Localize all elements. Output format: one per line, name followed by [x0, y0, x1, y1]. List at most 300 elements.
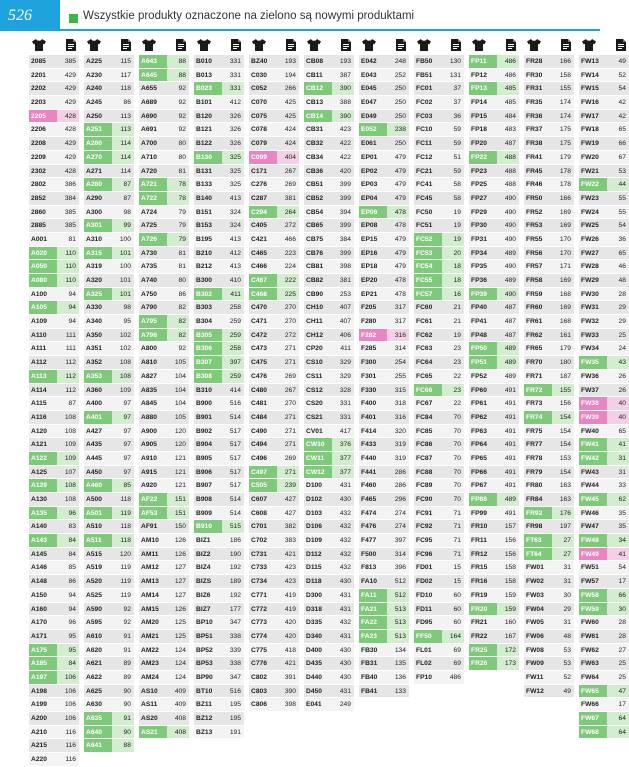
page-reference: 172 — [497, 644, 519, 657]
product-code: EP04 — [359, 192, 387, 205]
product-code: FR11 — [469, 534, 497, 547]
tshirt-icon — [471, 38, 487, 52]
product-code: FR77 — [524, 438, 552, 451]
page-reference: 102 — [112, 329, 134, 342]
product-row — [249, 315, 299, 329]
page-reference: 92 — [167, 110, 189, 123]
page-reference: 326 — [222, 137, 244, 150]
product-code: FP27 — [469, 192, 497, 205]
product-row — [249, 520, 299, 534]
page-reference: 27 — [552, 548, 574, 561]
product-row — [304, 247, 354, 261]
product-code: FP12 — [469, 69, 497, 82]
product-code: FW68 — [579, 726, 607, 739]
product-row — [194, 178, 244, 192]
product-code: AF22 — [139, 493, 167, 506]
product-code: FW60 — [579, 616, 607, 629]
page-reference: 53 — [552, 644, 574, 657]
page-reference: 316 — [387, 411, 409, 424]
product-row — [139, 82, 189, 96]
page-reference: 131 — [442, 69, 464, 82]
product-row — [524, 342, 574, 356]
page-reference: 176 — [552, 507, 574, 520]
page-reference: 175 — [552, 137, 574, 150]
product-code: A630 — [84, 698, 112, 711]
product-row — [139, 411, 189, 425]
page-reference: 431 — [332, 630, 354, 643]
product-row — [139, 589, 189, 603]
product-row — [359, 260, 409, 274]
product-row — [84, 671, 134, 685]
product-row — [249, 397, 299, 411]
page-reference: 316 — [387, 329, 409, 342]
page-reference: 411 — [332, 342, 354, 355]
page-reference: 104 — [167, 370, 189, 383]
product-row — [579, 616, 629, 630]
page-reference: 109 — [57, 452, 79, 465]
product-code: FP22 — [469, 151, 497, 164]
product-row — [469, 384, 519, 398]
product-code: FW33 — [579, 329, 607, 342]
product-row — [194, 110, 244, 124]
product-row — [524, 466, 574, 480]
product-row — [414, 630, 464, 644]
product-code: A920 — [139, 479, 167, 492]
product-code: BP53 — [194, 657, 222, 670]
product-row — [304, 82, 354, 96]
product-code: CB52 — [304, 192, 332, 205]
page-reference: 320 — [387, 425, 409, 438]
product-code: FP11 — [469, 55, 497, 68]
page-reference: 100 — [112, 260, 134, 273]
page-reference: 385 — [57, 55, 79, 68]
page-reference: 197 — [552, 520, 574, 533]
page-reference: 27 — [552, 534, 574, 547]
product-row — [29, 685, 79, 699]
product-code: EP16 — [359, 247, 387, 260]
page-reference: 427 — [277, 507, 299, 520]
page-reference: 29 — [607, 315, 629, 328]
product-row — [249, 370, 299, 384]
page-reference: 483 — [497, 123, 519, 136]
page-reference: 314 — [387, 342, 409, 355]
page-reference: 106 — [57, 685, 79, 698]
product-row — [29, 137, 79, 151]
page-reference: 429 — [57, 96, 79, 109]
product-code: FC53 — [414, 247, 442, 260]
page-reference: 120 — [167, 425, 189, 438]
product-code: C731 — [249, 548, 277, 561]
product-row — [139, 69, 189, 83]
product-code: FB40 — [359, 671, 387, 684]
product-row — [414, 247, 464, 261]
product-row — [469, 110, 519, 124]
product-code: C806 — [249, 698, 277, 711]
page-reference: 70 — [442, 425, 464, 438]
page-reference: 253 — [332, 288, 354, 301]
product-row — [139, 671, 189, 685]
page-reference: 35 — [607, 520, 629, 533]
product-code: A120 — [29, 425, 57, 438]
product-code: FA11 — [359, 589, 387, 602]
product-row — [524, 55, 574, 69]
product-row — [249, 219, 299, 233]
product-code: FP15 — [469, 110, 497, 123]
page-reference: 250 — [387, 82, 409, 95]
product-row — [249, 548, 299, 562]
page-reference: 490 — [497, 192, 519, 205]
product-row — [414, 82, 464, 96]
product-row — [139, 644, 189, 658]
product-row — [524, 329, 574, 343]
product-row — [579, 438, 629, 452]
page-number: 526 — [0, 0, 60, 31]
product-code: CB65 — [304, 219, 332, 232]
product-row — [249, 507, 299, 521]
page-reference: 428 — [57, 165, 79, 178]
product-row — [414, 206, 464, 220]
product-code: FW23 — [579, 192, 607, 205]
product-code: D118 — [304, 575, 332, 588]
document-icon — [560, 38, 572, 52]
product-code: A270 — [84, 151, 112, 164]
product-code: CV01 — [304, 425, 332, 438]
product-row — [139, 96, 189, 110]
product-code: A810 — [139, 356, 167, 369]
product-code: A198 — [29, 685, 57, 698]
page-reference: 250 — [387, 110, 409, 123]
product-row — [469, 192, 519, 206]
column-header — [414, 34, 464, 55]
product-code: C490 — [249, 425, 277, 438]
product-row — [579, 726, 629, 740]
page-reference: 121 — [167, 479, 189, 492]
product-row — [579, 315, 629, 329]
product-row — [84, 151, 134, 165]
page-reference: 514 — [222, 507, 244, 520]
page-reference: 490 — [497, 219, 519, 232]
page-reference: 18 — [442, 274, 464, 287]
page-reference: 154 — [552, 425, 574, 438]
product-row — [139, 561, 189, 575]
product-row — [304, 397, 354, 411]
product-code: A740 — [139, 274, 167, 287]
product-row — [579, 192, 629, 206]
page-reference: 390 — [332, 110, 354, 123]
product-code: FW62 — [579, 644, 607, 657]
page-reference: 517 — [222, 452, 244, 465]
page-reference: 85 — [57, 561, 79, 574]
page-reference: 271 — [277, 356, 299, 369]
page-reference: 428 — [57, 123, 79, 136]
product-code: A114 — [29, 384, 57, 397]
product-row — [579, 370, 629, 384]
index-column — [469, 34, 519, 738]
document-icon — [615, 38, 627, 52]
page-reference: 42 — [607, 96, 629, 109]
page-reference: 179 — [552, 151, 574, 164]
product-code: A145 — [29, 548, 57, 561]
product-code: C774 — [249, 630, 277, 643]
product-code: AS20 — [139, 712, 167, 725]
product-code: C473 — [249, 342, 277, 355]
product-code: FC66 — [414, 384, 442, 397]
product-row — [194, 123, 244, 137]
page-reference: 64 — [607, 726, 629, 739]
page-reference: 491 — [497, 507, 519, 520]
page-reference: 80 — [167, 151, 189, 164]
page-reference: 271 — [277, 342, 299, 355]
product-row — [469, 342, 519, 356]
product-row — [579, 69, 629, 83]
product-code: F500 — [359, 548, 387, 561]
page-reference: 90 — [112, 698, 134, 711]
product-code: BT10 — [194, 685, 222, 698]
page-reference: 25 — [607, 671, 629, 684]
page-reference: 84 — [57, 534, 79, 547]
page-reference: 71 — [442, 534, 464, 547]
product-row — [524, 165, 574, 179]
page-reference: 19 — [442, 233, 464, 246]
product-row — [304, 616, 354, 630]
product-row — [524, 630, 574, 644]
product-row — [524, 438, 574, 452]
product-code: FR65 — [524, 342, 552, 355]
page-reference: 271 — [277, 411, 299, 424]
index-column — [359, 34, 409, 738]
product-code: 2203 — [29, 96, 57, 109]
product-row — [139, 616, 189, 630]
page-reference: 136 — [387, 671, 409, 684]
page-reference: 46 — [607, 260, 629, 273]
page-reference: 150 — [167, 520, 189, 533]
product-row — [29, 644, 79, 658]
product-row — [84, 384, 134, 398]
product-row — [524, 561, 574, 575]
product-row — [579, 110, 629, 124]
page-reference: 115 — [112, 55, 134, 68]
product-row — [524, 110, 574, 124]
product-row — [139, 315, 189, 329]
page-reference: 517 — [222, 466, 244, 479]
product-row — [29, 206, 79, 220]
page-reference: 272 — [277, 219, 299, 232]
product-row — [249, 110, 299, 124]
page-reference: 425 — [277, 96, 299, 109]
product-row — [414, 671, 464, 685]
product-row — [414, 219, 464, 233]
page-reference: 40 — [607, 397, 629, 410]
product-code: FC64 — [414, 356, 442, 369]
product-code: FW02 — [524, 575, 552, 588]
page-reference: 489 — [497, 370, 519, 383]
page-reference: 174 — [552, 110, 574, 123]
product-row — [139, 342, 189, 356]
product-row — [304, 370, 354, 384]
product-row — [139, 370, 189, 384]
product-code: B902 — [194, 425, 222, 438]
product-code: FR45 — [524, 165, 552, 178]
page-reference: 417 — [332, 425, 354, 438]
page-reference: 195 — [222, 712, 244, 725]
product-row — [524, 452, 574, 466]
page-reference: 194 — [277, 69, 299, 82]
product-code: FD11 — [414, 603, 442, 616]
product-code: FR61 — [524, 315, 552, 328]
product-code: FA10 — [359, 575, 387, 588]
product-code: A710 — [139, 151, 167, 164]
page-reference: 101 — [112, 247, 134, 260]
product-code: FW16 — [579, 96, 607, 109]
product-code: FR75 — [524, 425, 552, 438]
product-code: 2201 — [29, 69, 57, 82]
product-row — [249, 534, 299, 548]
product-row — [29, 219, 79, 233]
product-code: A800 — [139, 342, 167, 355]
product-row — [469, 233, 519, 247]
product-code: FW48 — [579, 534, 607, 547]
product-code: C421 — [249, 233, 277, 246]
page-reference: 192 — [222, 561, 244, 574]
product-row — [414, 644, 464, 658]
product-row — [29, 274, 79, 288]
product-code: B306 — [194, 342, 222, 355]
document-icon — [450, 38, 462, 52]
page-reference: 104 — [167, 384, 189, 397]
product-code: FW12 — [524, 685, 552, 698]
product-row — [139, 110, 189, 124]
product-row — [414, 479, 464, 493]
page-reference: 178 — [552, 178, 574, 191]
product-row — [469, 466, 519, 480]
product-code: A100 — [29, 288, 57, 301]
product-row — [249, 192, 299, 206]
product-row — [194, 342, 244, 356]
product-code: BIZ6 — [194, 589, 222, 602]
product-code: FP88 — [469, 493, 497, 506]
column-header — [469, 34, 519, 55]
product-row — [194, 452, 244, 466]
product-code: FC90 — [414, 493, 442, 506]
page-reference: 479 — [387, 233, 409, 246]
product-row — [84, 233, 134, 247]
product-row — [414, 561, 464, 575]
product-code: A315 — [84, 247, 112, 260]
product-row — [579, 452, 629, 466]
product-code: C480 — [249, 384, 277, 397]
product-row — [194, 520, 244, 534]
page-reference: 97 — [112, 438, 134, 451]
page-reference: 418 — [277, 644, 299, 657]
product-code: A199 — [29, 698, 57, 711]
product-row — [359, 96, 409, 110]
product-code: 2885 — [29, 219, 57, 232]
page-reference: 411 — [222, 288, 244, 301]
page-reference: 125 — [167, 630, 189, 643]
page-reference: 124 — [167, 671, 189, 684]
product-row — [84, 644, 134, 658]
page-reference: 428 — [57, 110, 79, 123]
product-code: FW14 — [579, 69, 607, 82]
product-row — [249, 644, 299, 658]
page-reference: 250 — [387, 137, 409, 150]
page-reference: 385 — [57, 219, 79, 232]
product-row — [139, 452, 189, 466]
page-reference: 87 — [57, 397, 79, 410]
product-row — [194, 561, 244, 575]
product-row — [29, 753, 79, 767]
product-code: FR55 — [524, 233, 552, 246]
page-reference: 408 — [167, 726, 189, 739]
page-reference: 157 — [497, 520, 519, 533]
page-reference: 173 — [497, 657, 519, 670]
product-row — [29, 698, 79, 712]
product-code: FP23 — [469, 165, 497, 178]
product-code: FW24 — [579, 206, 607, 219]
product-row — [84, 520, 134, 534]
page-reference: 171 — [552, 260, 574, 273]
product-row — [84, 69, 134, 83]
page-reference: 29 — [552, 603, 574, 616]
page-reference: 91 — [112, 630, 134, 643]
product-code: F440 — [359, 452, 387, 465]
page-reference: 429 — [57, 151, 79, 164]
page-reference: 41 — [607, 548, 629, 561]
page-reference: 159 — [497, 603, 519, 616]
page-reference: 36 — [442, 110, 464, 123]
product-code: B310 — [194, 384, 222, 397]
product-row — [194, 233, 244, 247]
product-code: D102 — [304, 493, 332, 506]
product-row — [304, 192, 354, 206]
product-row — [84, 425, 134, 439]
product-code: EP21 — [359, 288, 387, 301]
product-row — [524, 192, 574, 206]
page-reference: 420 — [332, 165, 354, 178]
product-row — [84, 315, 134, 329]
page-reference: 397 — [387, 534, 409, 547]
page-reference: 491 — [497, 466, 519, 479]
page-reference: 286 — [387, 479, 409, 492]
product-code: B023 — [194, 82, 222, 95]
product-row — [414, 493, 464, 507]
product-code: D440 — [304, 671, 332, 684]
product-row — [29, 411, 79, 425]
product-code: C734 — [249, 575, 277, 588]
product-code: FP99 — [469, 507, 497, 520]
page-reference: 126 — [167, 603, 189, 616]
product-code: FR73 — [524, 397, 552, 410]
product-row — [139, 534, 189, 548]
product-code: FR25 — [469, 644, 497, 657]
page-reference: 124 — [167, 644, 189, 657]
product-row — [29, 384, 79, 398]
product-row — [359, 548, 409, 562]
product-code: C496 — [249, 452, 277, 465]
page-reference: 126 — [167, 534, 189, 547]
product-code: FP14 — [469, 96, 497, 109]
product-code: BP90 — [194, 671, 222, 684]
product-code: FP50 — [469, 342, 497, 355]
page-reference: 259 — [222, 315, 244, 328]
product-row — [194, 137, 244, 151]
product-row — [194, 685, 244, 699]
product-code: A590 — [84, 603, 112, 616]
page-reference: 35 — [607, 507, 629, 520]
product-code: CB75 — [304, 233, 332, 246]
product-row — [84, 411, 134, 425]
product-code: A301 — [84, 219, 112, 232]
